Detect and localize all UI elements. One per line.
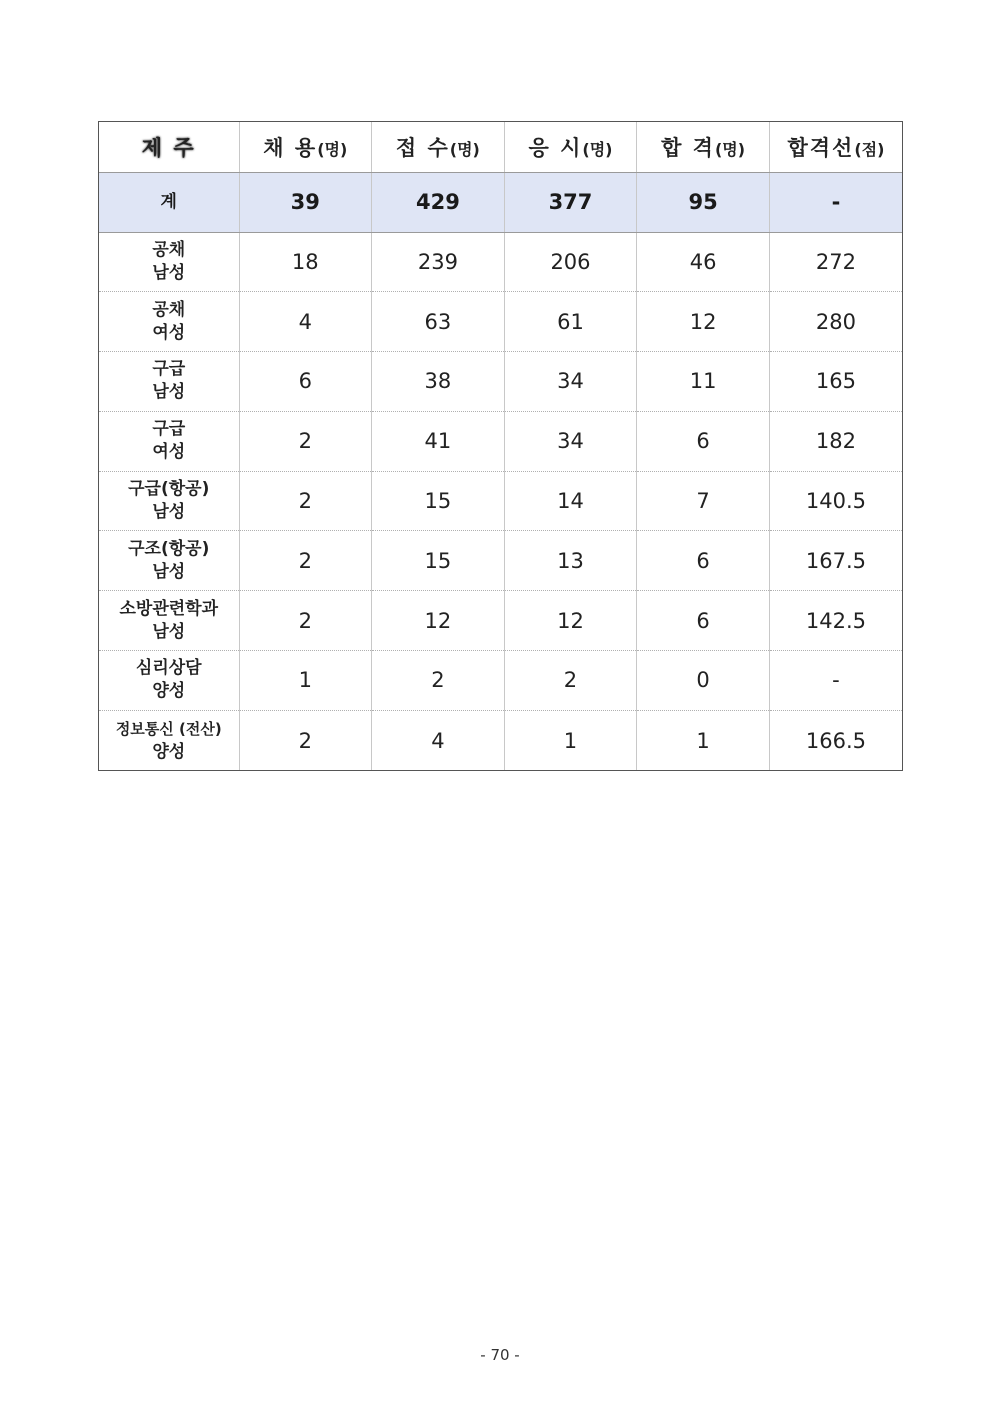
table-cell: 2 bbox=[372, 651, 505, 711]
table-cell: 7 bbox=[637, 471, 770, 531]
table-cell: 2 bbox=[239, 591, 372, 651]
total-cell: 429 bbox=[372, 172, 505, 232]
table-cell: 13 bbox=[504, 531, 637, 591]
total-cell: 377 bbox=[504, 172, 637, 232]
table-cell: 2 bbox=[239, 710, 372, 770]
table-cell: 63 bbox=[372, 292, 505, 352]
row-label: 구급 여성 bbox=[99, 411, 239, 471]
row-label: 구조(항공) 남성 bbox=[99, 531, 239, 591]
table-cell: 18 bbox=[239, 232, 372, 292]
table-cell: 14 bbox=[504, 471, 637, 531]
row-label: 정보통신 (전산) 양성 bbox=[115, 719, 222, 762]
table-row bbox=[99, 411, 902, 471]
table-cell: 1 bbox=[239, 651, 372, 711]
table-cell: 41 bbox=[372, 411, 505, 471]
recruitment-results-table bbox=[98, 121, 903, 771]
table-cell: 167.5 bbox=[769, 531, 902, 591]
row-label: 구급 남성 bbox=[99, 352, 239, 412]
table-cell: 182 bbox=[769, 411, 902, 471]
table-row bbox=[99, 651, 902, 711]
table-cell: 2 bbox=[239, 411, 372, 471]
table-cell: 12 bbox=[504, 591, 637, 651]
table-row bbox=[99, 591, 902, 651]
table-cell: 6 bbox=[637, 591, 770, 651]
table-cell: 38 bbox=[372, 352, 505, 412]
table-row bbox=[99, 531, 902, 591]
table-row bbox=[99, 292, 902, 352]
table-cell: 2 bbox=[504, 651, 637, 711]
header-cell-examined: 응 시(명) bbox=[504, 122, 637, 172]
region-header-cell bbox=[99, 122, 239, 172]
table-cell: 15 bbox=[372, 471, 505, 531]
table-cell: 6 bbox=[637, 411, 770, 471]
header-cell-applied: 접 수(명) bbox=[372, 122, 505, 172]
table-cell: 2 bbox=[239, 471, 372, 531]
table-cell: 6 bbox=[637, 531, 770, 591]
total-label: 계 bbox=[99, 172, 239, 232]
header-cell-hired: 채 용(명) bbox=[239, 122, 372, 172]
table-cell: 206 bbox=[504, 232, 637, 292]
table-cell: 6 bbox=[239, 352, 372, 412]
table-cell: 61 bbox=[504, 292, 637, 352]
region-label: 제 주 bbox=[141, 135, 196, 160]
table-cell: 1 bbox=[504, 710, 637, 770]
header-cell-cutoff: 합격선(점) bbox=[769, 122, 902, 172]
table-cell: 280 bbox=[769, 292, 902, 352]
table-cell: 46 bbox=[637, 232, 770, 292]
table-cell: 15 bbox=[372, 531, 505, 591]
table-cell: 272 bbox=[769, 232, 902, 292]
row-label: 공채 남성 bbox=[99, 232, 239, 292]
table-cell: - bbox=[769, 651, 902, 711]
table-cell: 4 bbox=[239, 292, 372, 352]
table-row bbox=[99, 710, 902, 770]
table-cell: 0 bbox=[637, 651, 770, 711]
total-cell: - bbox=[769, 172, 902, 232]
table-cell: 239 bbox=[372, 232, 505, 292]
table-cell: 4 bbox=[372, 710, 505, 770]
total-cell: 39 bbox=[239, 172, 372, 232]
table-cell: 11 bbox=[637, 352, 770, 412]
row-label: 구급(항공) 남성 bbox=[99, 471, 239, 531]
header-cell-passed: 합 격(명) bbox=[637, 122, 770, 172]
table-cell: 2 bbox=[239, 531, 372, 591]
row-label: 소방관련학과 남성 bbox=[99, 591, 239, 651]
row-label: 심리상담 양성 bbox=[99, 651, 239, 711]
total-row bbox=[99, 172, 902, 232]
table-cell: 34 bbox=[504, 352, 637, 412]
table-cell: 166.5 bbox=[769, 710, 902, 770]
table-header-row bbox=[99, 122, 902, 172]
row-label: 공채 여성 bbox=[99, 292, 239, 352]
table-cell: 140.5 bbox=[769, 471, 902, 531]
page-number: - 70 - bbox=[480, 1346, 520, 1364]
table-row bbox=[99, 232, 902, 292]
table-row bbox=[99, 352, 902, 412]
table-row bbox=[99, 471, 902, 531]
table-cell: 34 bbox=[504, 411, 637, 471]
table-cell: 12 bbox=[372, 591, 505, 651]
table-cell: 12 bbox=[637, 292, 770, 352]
total-cell: 95 bbox=[637, 172, 770, 232]
table-cell: 1 bbox=[637, 710, 770, 770]
results-table-grid bbox=[99, 122, 902, 770]
table-cell: 142.5 bbox=[769, 591, 902, 651]
table-cell: 165 bbox=[769, 352, 902, 412]
